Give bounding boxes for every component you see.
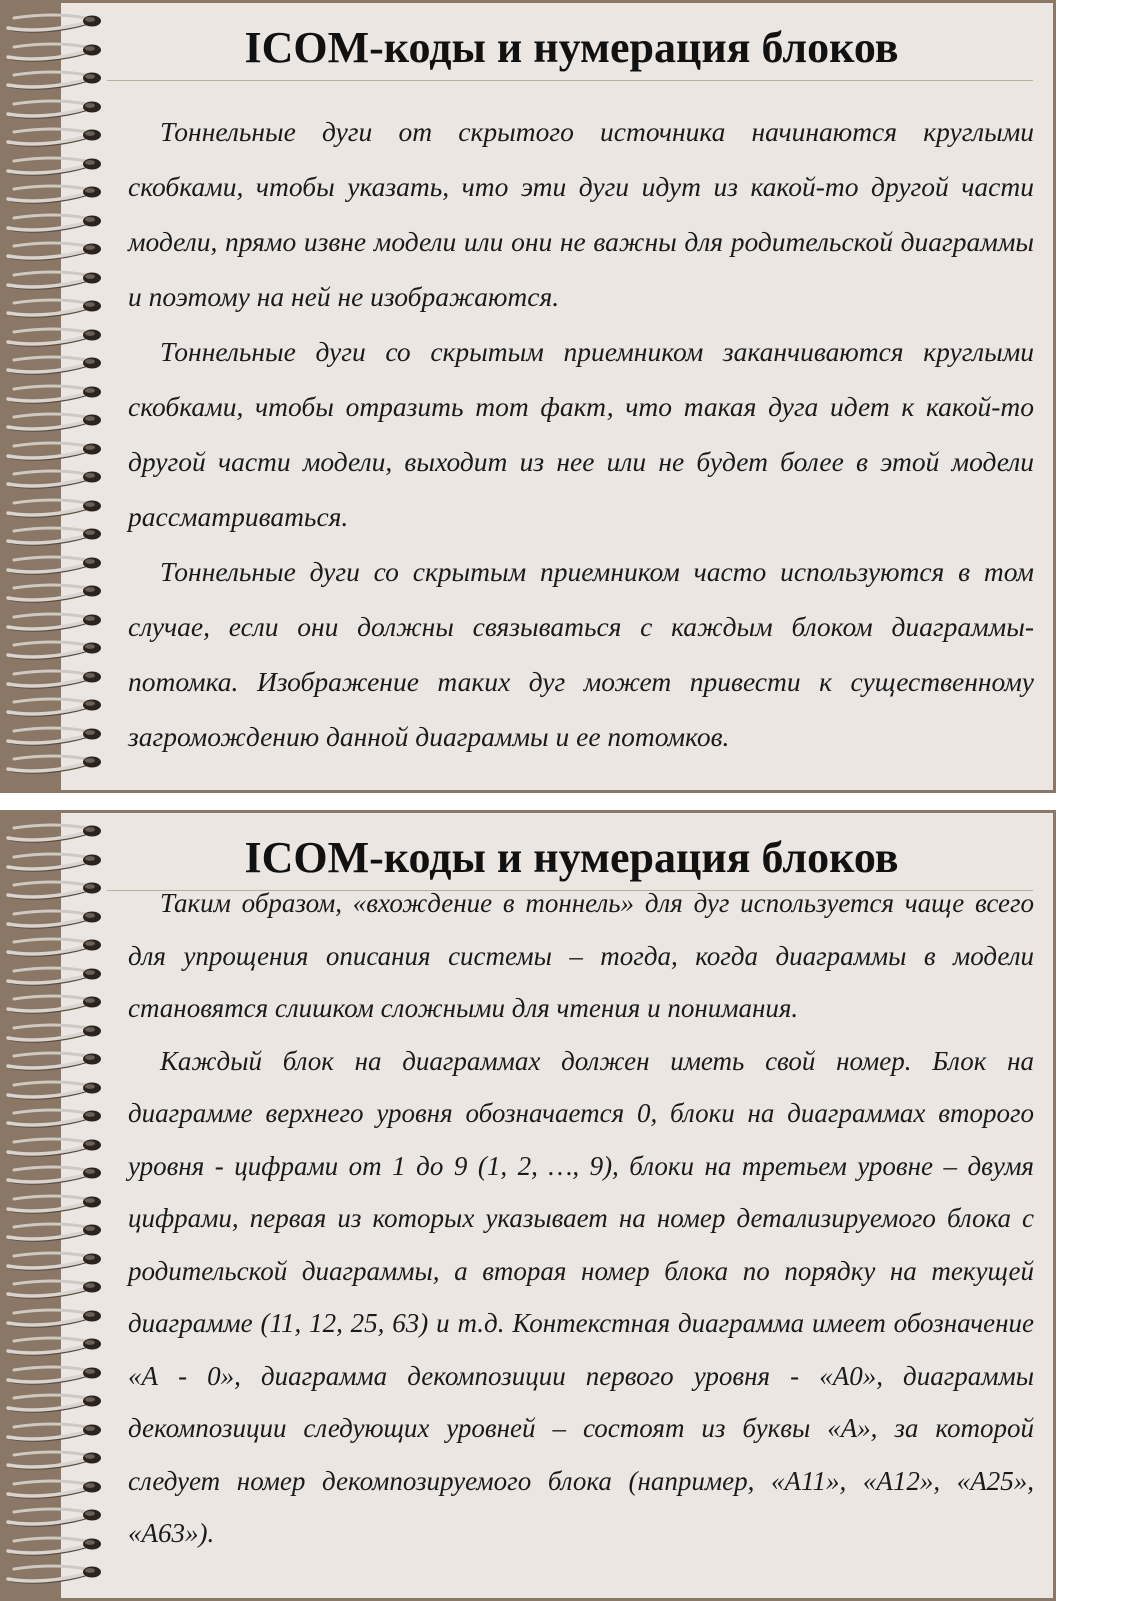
paragraph: Таким образом, «вхождение в тоннель» для дуг используется чаще всего для упрощения описания системы – тогда, когда диаграммы в модели становятся слишком сложными для чтения и понимания. (128, 888, 1034, 1023)
slide-body (128, 104, 1034, 764)
binding-strip (0, 810, 62, 1601)
paragraph: Тоннельные дуги со скрытым приемником заканчиваются круглыми скобками, чтобы отразить тот факт, что такая дуга идет к какой-то другой части модели, выходит из нее или не будет более в этой модели рассматриваться. (128, 336, 1034, 532)
slide-1 (0, 0, 1056, 793)
paragraph: Тоннельные дуги со скрытым приемником часто используются в том случае, если они должны связываться с каждым блоком диаграммы-потомка. Изображение таких дуг может привести к существенному загромождению данной диаграммы и ее потомков. (128, 556, 1034, 752)
slide-title: ICOM-коды и нумерация блоков (244, 833, 899, 882)
paragraph: Тоннельные дуги от скрытого источника начинаются круглыми скобками, чтобы указать, что эти дуги идут из какой-то другой части модели, прямо извне модели или они не важны для родительской диаграммы и поэтому на ней не изображаются. (128, 116, 1034, 312)
title-divider (107, 80, 1033, 81)
binding-strip (0, 0, 62, 793)
paragraph: Каждый блок на диаграммах должен иметь свой номер. Блок на диаграмме верхнего уровня обозначается 0, блоки на диаграммах второго уровня - цифрами от 1 до 9 (1, 2, …, 9), блоки на третьем уровне – двумя цифрами, первая из которых указывает на номер детализируемого блока с родительской диаграммы, а вторая номер блока по порядку на текущей диаграмме (11, 12, 25, 63) и т.д. Контекстная диаграмма имеет обозначение «А - 0», диаграмма декомпозиции первого уровня - «А0», диаграммы декомпозиции следующих уровней – состоят из буквы «А», за которой следует номер декомпозируемого блока (например, «А11», «А12», «А25», «А63»). (128, 1045, 1034, 1548)
slide-2 (0, 810, 1056, 1601)
slide-body (128, 877, 1034, 1560)
slide-title: ICOM-коды и нумерация блоков (244, 23, 899, 72)
